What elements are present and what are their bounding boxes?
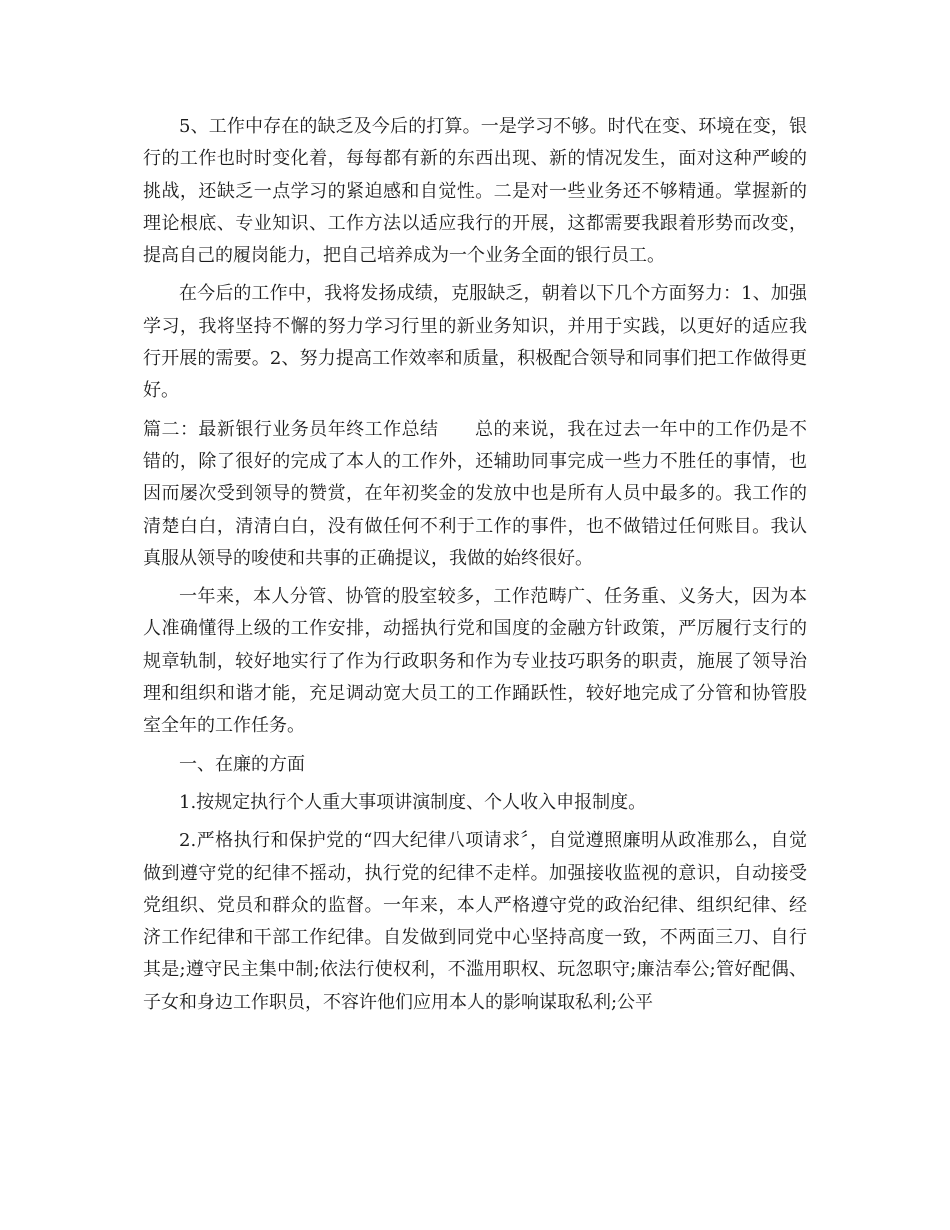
section-heading: 篇二：最新银行业务员年终工作总结 [143, 418, 439, 440]
paragraph-future-work: 在今后的工作中，我将发扬成绩，克服缺乏，朝着以下几个方面努力：1、加强学习，我将坚持不懈的努力学习行里的新业务知识，并用于实践，以更好的适应我行开展的需要。2、努力提高工作效率和质量，积极配合领导和同事们把工作做得更好。 [143, 283, 807, 402]
paragraph-section-two [143, 414, 807, 575]
list-item-1: 1.按规定执行个人重大事项讲演制度、个人收入申报制度。 [179, 791, 647, 813]
section-two-body: 总的来说，我在过去一年中的工作仍是不错的，除了很好的完成了本人的工作外，还辅助同事完成一些力不胜任的事情，也因而屡次受到领导的赞赏，在年初奖金的发放中也是所有人员中最多的。我工作的清楚白白，清清白白，没有做任何不利于工作的事件，也不做错过任何账目。我认真服从领导的唆使和共事的正确提议，我做的始终很好。 [143, 418, 808, 569]
list-item-2: 2.严格执行和保护党的“四大纪律八项请求〞，自觉遵照廉明从政准那么，自觉做到遵守党的纪律不摇动，执行党的纪律不走样。加强接收监视的意识，自动接受党组织、党员和群众的监督。一年来，本人严格遵守党的政治纪律、组织纪律、经济工作纪律和干部工作纪律。自发做到同党中心坚持高度一致，不两面三刀、自行其是;遵守民主集中制;依法行使权利，不滥用职权、玩忽职守;廉洁奉公;管好配偶、子女和身边工作职员，不容许他们应用本人的影响谋取私利;公平 [143, 830, 807, 1013]
document-page [143, 111, 807, 1025]
paragraph-shortcomings: 5、工作中存在的缺乏及今后的打算。一是学习不够。时代在变、环境在变，银行的工作也时时变化着，每每都有新的东西出现、新的情况发生，面对这种严峻的挑战，还缺乏一点学习的紧迫感和自觉性。二是对一些业务还不够精通。掌握新的理论根底、专业知识、工作方法以适应我行的开展，这都需要我跟着形势而改变，提高自己的履岗能力，把自己培养成为一个业务全面的银行员工。 [143, 116, 807, 267]
paragraph-year-summary: 一年来，本人分管、协管的股室较多，工作范畴广、任务重、义务大，因为本人准确懂得上级的工作安排，动摇执行党和国度的金融方针政策，严厉履行支行的规章轨制，较好地实行了作为行政职务和作为专业技巧职务的职责，施展了领导治理和组织和谐才能，充足调动宽大员工的工作踊跃性，较好地完成了分管和协管股室全年的工作任务。 [143, 586, 807, 737]
subheading-integrity: 一、在廉的方面 [179, 753, 305, 775]
